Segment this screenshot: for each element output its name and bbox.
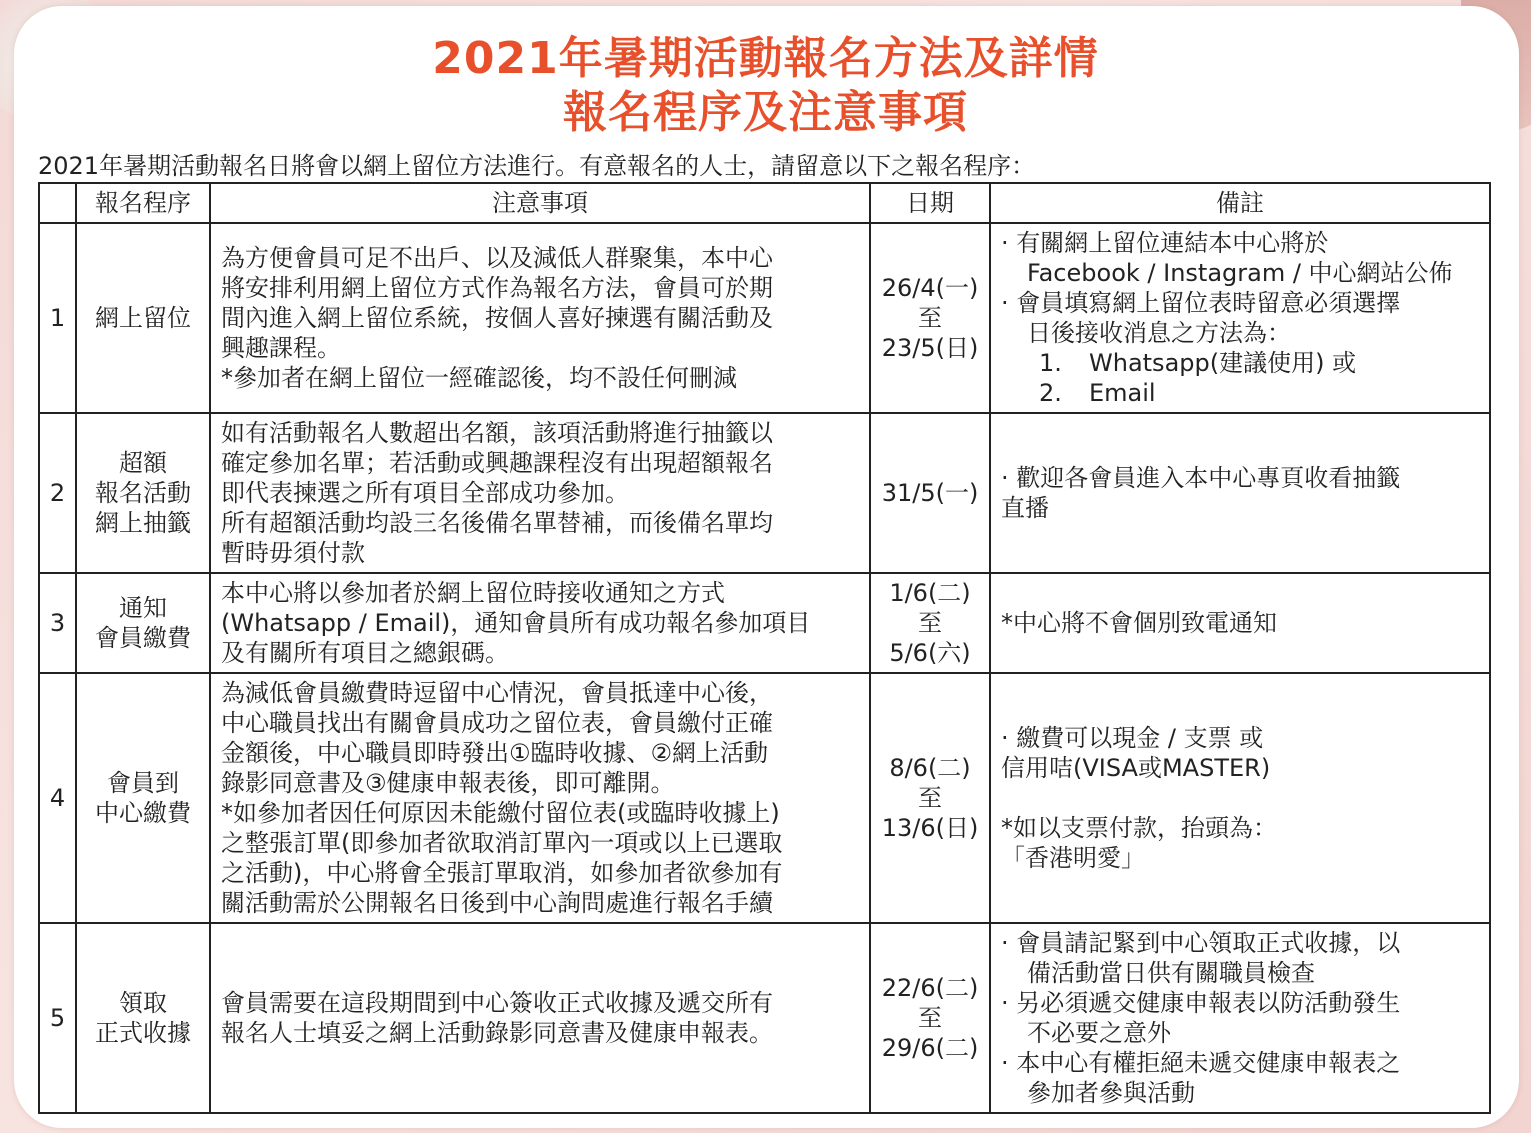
row-remark: *中心將不會個別致電通知 <box>990 573 1490 673</box>
row-notes: 為方便會員可足不出戶、以及減低人群聚集，本中心 將安排利用網上留位方式作為報名方法，會員可於期 間內進入網上留位系統，按個人喜好揀選有關活動及 興趣課程。 *參加者在網上留位一經確認後，均不設任何刪減 <box>210 223 870 413</box>
header-remark: 備註 <box>990 183 1490 223</box>
row-remark: · 會員請記緊到中心領取正式收據，以 備活動當日供有關職員檢查 · 另必須遞交健康申報表以防活動發生 不必要之意外 · 本中心有權拒絕未遞交健康申報表之 參加者參與活動 <box>990 923 1490 1113</box>
row-date: 1/6(二) 至 5/6(六) <box>870 573 990 673</box>
table-row <box>39 413 1490 573</box>
row-date: 26/4(一) 至 23/5(日) <box>870 223 990 413</box>
registration-table <box>38 182 1491 1114</box>
row-notes: 為減低會員繳費時逗留中心情況，會員抵達中心後， 中心職員找出有關會員成功之留位表，會員繳付正確 金額後，中心職員即時發出①臨時收據、②網上活動 錄影同意書及③健康申報表後，即可離開。 *如參加者因任何原因未能繳付留位表(或臨時收據上) 之整張訂單(即參加者欲取消訂單內一項或以上已選取 之活動)，中心將會全張訂單取消，如參加者欲參加有 關活動需於公開報名日後到中心詢問處進行報名手續 <box>210 673 870 923</box>
row-step: 超額 報名活動 網上抽籤 <box>76 413 210 573</box>
row-number: 5 <box>39 923 76 1113</box>
row-number: 4 <box>39 673 76 923</box>
row-remark: · 繳費可以現金 / 支票 或 信用咭(VISA或MASTER) *如以支票付款，抬頭為： 「香港明愛」 <box>990 673 1490 923</box>
header-step: 報名程序 <box>76 183 210 223</box>
header-notes: 注意事項 <box>210 183 870 223</box>
row-remark: · 有關網上留位連結本中心將於 Facebook / Instagram / 中心網站公佈 · 會員填寫網上留位表時留意必須選擇 日後接收消息之方法為： 1. Whatsapp(建議使用) 或 2. Email <box>990 223 1490 413</box>
row-notes: 本中心將以參加者於網上留位時接收通知之方式 (Whatsapp / Email)，通知會員所有成功報名參加項目 及有關所有項目之總銀碼。 <box>210 573 870 673</box>
row-step: 會員到 中心繳費 <box>76 673 210 923</box>
page-subtitle: 報名程序及注意事項 <box>563 87 968 138</box>
row-date: 31/5(一) <box>870 413 990 573</box>
row-number: 2 <box>39 413 76 573</box>
table-header-row <box>39 183 1490 223</box>
row-step: 網上留位 <box>76 223 210 413</box>
row-notes: 如有活動報名人數超出名額，該項活動將進行抽籤以 確定參加名單；若活動或興趣課程沒有出現超額報名 即代表揀選之所有項目全部成功參加。 所有超額活動均設三名後備名單替補，而後備名單均 暫時毋須付款 <box>210 413 870 573</box>
table-row <box>39 573 1490 673</box>
row-step: 領取 正式收據 <box>76 923 210 1113</box>
header-date: 日期 <box>870 183 990 223</box>
row-number: 1 <box>39 223 76 413</box>
table-row <box>39 923 1490 1113</box>
row-number: 3 <box>39 573 76 673</box>
intro-text: 2021年暑期活動報名日將會以網上留位方法進行。有意報名的人士，請留意以下之報名程序： <box>38 152 1036 180</box>
row-date: 22/6(二) 至 29/6(二) <box>870 923 990 1113</box>
table-row <box>39 673 1490 923</box>
row-notes: 會員需要在這段期間到中心簽收正式收據及遞交所有 報名人士填妥之網上活動錄影同意書及健康申報表。 <box>210 923 870 1113</box>
page-title: 2021年暑期活動報名方法及詳情 <box>432 33 1099 84</box>
row-date: 8/6(二) 至 13/6(日) <box>870 673 990 923</box>
row-step: 通知 會員繳費 <box>76 573 210 673</box>
header-num <box>39 183 76 223</box>
table-row <box>39 223 1490 413</box>
row-remark: · 歡迎各會員進入本中心專頁收看抽籤 直播 <box>990 413 1490 573</box>
